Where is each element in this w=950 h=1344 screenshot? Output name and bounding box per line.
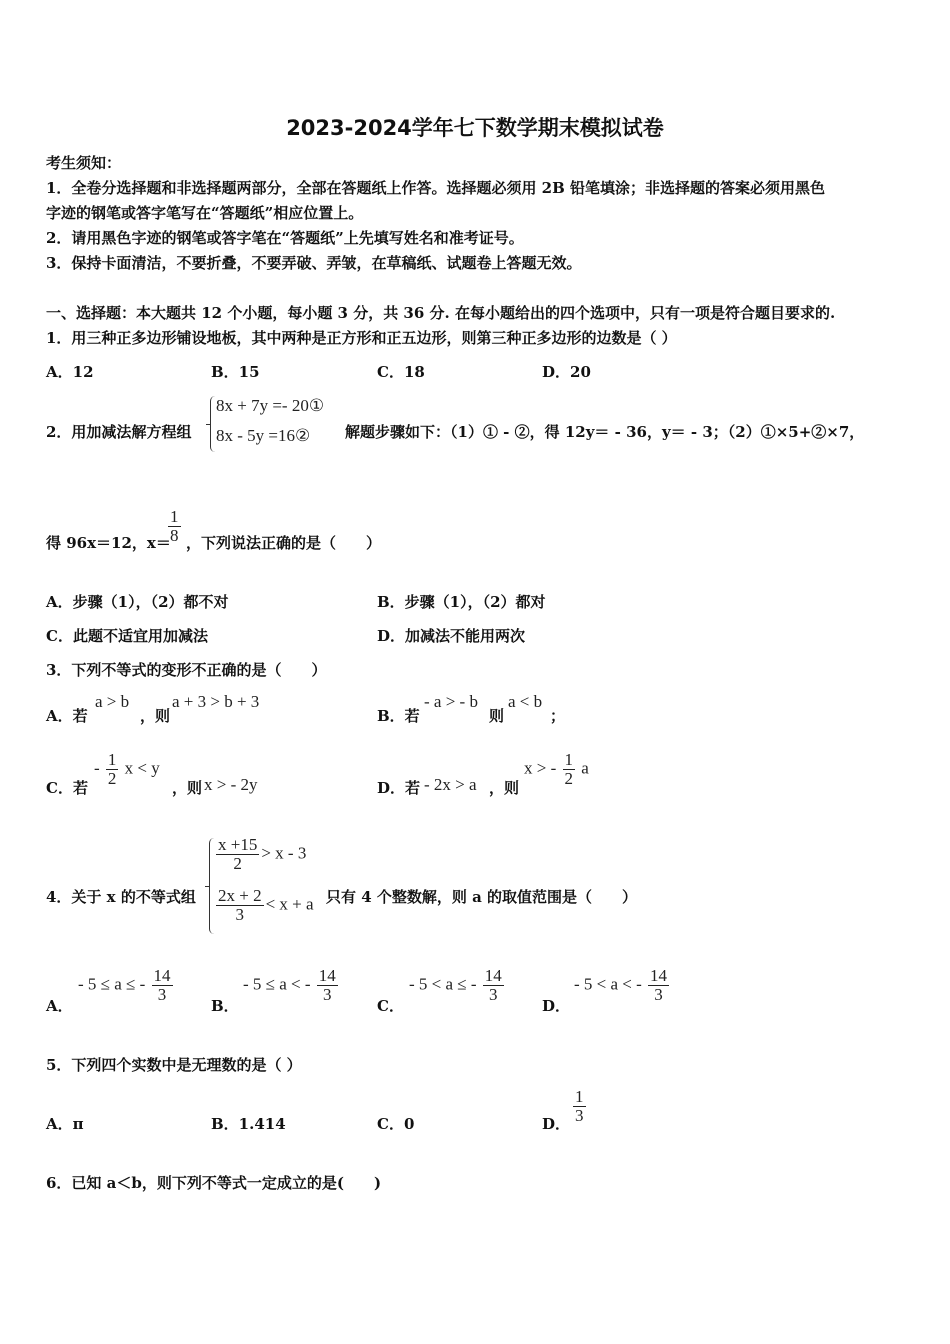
q4-option-a-num: 14 [153, 966, 171, 985]
q3-option-b-result: a < b [508, 692, 543, 711]
q2-system-brace [210, 396, 215, 452]
notice-heading: 考生须知： [46, 154, 122, 172]
q3-option-c-cond-rest: x < y [124, 758, 160, 778]
q3-option-b-cond: - a > - b [424, 692, 478, 711]
q5-option-b: B．1.414 [211, 1115, 286, 1133]
q2-fraction-numerator: 1 [170, 507, 179, 526]
q5-option-c: C．0 [377, 1115, 415, 1133]
q2-fraction-denominator: 8 [170, 525, 179, 545]
q3-option-d-result-post: a [581, 758, 589, 778]
q2-option-a: A．步骤（1），（2）都不对 [46, 593, 229, 611]
q4-option-a-text: - 5 ≤ a ≤ - [78, 974, 146, 994]
q3-option-c-then: ，则 [172, 779, 203, 797]
q5-option-d-num: 1 [575, 1087, 584, 1106]
q3-option-b-then: 则 [489, 707, 505, 725]
q3-stem: 3．下列不等式的变形不正确的是（ ） [46, 661, 327, 679]
q4-option-b-expr [243, 967, 340, 1004]
q3-option-a-result: a + 3 > b + 3 [172, 692, 260, 711]
q2-equation-2: 8x - 5y =16② [216, 426, 311, 445]
q5-option-d-label: D． [542, 1115, 571, 1133]
q3-option-d-result [524, 751, 589, 788]
q4-option-c-text: - 5 < a ≤ - [409, 974, 477, 994]
q2-line-2-post: ，下列说法正确的是（ ） [186, 534, 382, 552]
q4-option-a-label: A． [46, 997, 73, 1015]
q3-option-c-frac-num: 1 [107, 750, 117, 769]
q5-stem: 5．下列四个实数中是无理数的是（ ） [46, 1056, 302, 1074]
q3-option-d-result-pre: x > - [524, 758, 557, 778]
q4-option-d-expr [574, 967, 671, 1004]
q4-option-d-label: D． [542, 997, 571, 1015]
q3-option-d-cond: - 2x > a [424, 775, 477, 794]
q2-line-2-pre: 得 96x＝12，x＝ [46, 534, 171, 552]
q4-option-d-text: - 5 < a < - [574, 974, 642, 994]
q4-ineq-1-rest: > x - 3 [261, 843, 307, 863]
q4-ineq-1-num: x +15 [218, 835, 258, 854]
q4-option-c-expr [409, 967, 506, 1004]
q3-option-b-label: B．若 [377, 707, 420, 725]
q4-stem-post: 只有 4 个整数解，则 a 的取值范围是（ ） [326, 888, 638, 906]
q4-option-d-num: 14 [650, 966, 668, 985]
q3-option-c-cond [94, 751, 160, 788]
q1-option-b: B．15 [211, 363, 260, 381]
q2-option-c: C．此题不适宜用加减法 [46, 627, 208, 645]
q4-inequality-1 [214, 836, 306, 873]
q4-inequality-2 [214, 887, 314, 924]
q2-option-d: D．加减法不能用两次 [377, 627, 526, 645]
q3-option-b-end: ； [550, 707, 566, 725]
q3-option-a-cond: a > b [95, 692, 130, 711]
q6-stem: 6．已知 a＜b，则下列不等式一定成立的是( ) [46, 1174, 382, 1192]
q4-option-b-den: 3 [323, 984, 332, 1004]
q4-option-c-den: 3 [489, 984, 498, 1004]
q4-ineq-1-den: 2 [233, 853, 242, 873]
notice-line-1a: 1．全卷分选择题和非选择题两部分，全部在答题纸上作答。选择题必须用 2B 铅笔填涂；非选择题的答案必须用黑色 [46, 179, 826, 197]
q1-option-a: A．12 [46, 363, 94, 381]
q3-option-c-frac-den: 2 [107, 768, 117, 788]
q3-option-c-result: x > - 2y [204, 775, 258, 794]
q1-option-d: D．20 [542, 363, 591, 381]
q2-fraction [166, 508, 183, 545]
q4-ineq-2-num: 2x + 2 [218, 886, 262, 905]
notice-line-1b: 字迹的钢笔或答字笔写在“答题纸”相应位置上。 [46, 204, 364, 222]
q4-option-c-num: 14 [484, 966, 502, 985]
section-heading: 一、选择题：本大题共 12 个小题，每小题 3 分，共 36 分. 在每小题给出的四个选项中，只有一项是符合题目要求的. [46, 304, 836, 322]
q4-option-c-label: C． [377, 997, 404, 1015]
q4-stem-pre: 4．关于 x 的不等式组 [46, 888, 196, 906]
q3-option-d-frac-den: 2 [564, 768, 573, 788]
q4-ineq-2-rest: < x + a [265, 894, 314, 914]
page-title: 2023-2024学年七下数学期末模拟试卷 [286, 116, 664, 140]
q1-stem: 1．用三种正多边形铺设地板，其中两种是正方形和正五边形，则第三种正多边形的边数是（ ） [46, 329, 677, 347]
q2-equation-1: 8x + 7y =- 20① [216, 396, 325, 415]
q3-option-c-label: C．若 [46, 779, 88, 797]
q3-option-d-frac-num: 1 [564, 750, 573, 769]
q3-option-a-then: ，则 [140, 707, 171, 725]
q4-option-b-label: B． [211, 997, 239, 1015]
q3-option-c-minus: - [94, 758, 100, 778]
q2-stem-pre: 2．用加减法解方程组 [46, 423, 192, 441]
q1-option-c: C．18 [377, 363, 425, 381]
q5-option-d-fraction [571, 1088, 588, 1125]
q2-stem-post: 解题步骤如下：（1）① - ②，得 12y＝ - 36，y＝ - 3；（2）①×5+②×7， [345, 423, 865, 441]
q4-ineq-2-den: 3 [235, 904, 245, 924]
notice-line-3: 3．保持卡面清洁，不要折叠，不要弄破、弄皱，在草稿纸、试题卷上答题无效。 [46, 254, 582, 272]
q3-option-a-label: A．若 [46, 707, 88, 725]
q4-option-a-expr [78, 967, 175, 1004]
q3-option-d-then: ，则 [489, 779, 520, 797]
notice-line-2: 2．请用黑色字迹的钢笔或答字笔在“答题纸”上先填写姓名和准考证号。 [46, 229, 524, 247]
q4-option-d-den: 3 [654, 984, 663, 1004]
q2-option-b: B．步骤（1），（2）都对 [377, 593, 546, 611]
q5-option-d-den: 3 [575, 1105, 584, 1125]
q4-option-b-text: - 5 ≤ a < - [243, 974, 311, 994]
q5-option-a: A．π [46, 1115, 84, 1133]
q4-option-a-den: 3 [157, 984, 167, 1004]
q3-option-d-label: D．若 [377, 779, 421, 797]
q4-option-b-num: 14 [318, 966, 336, 985]
